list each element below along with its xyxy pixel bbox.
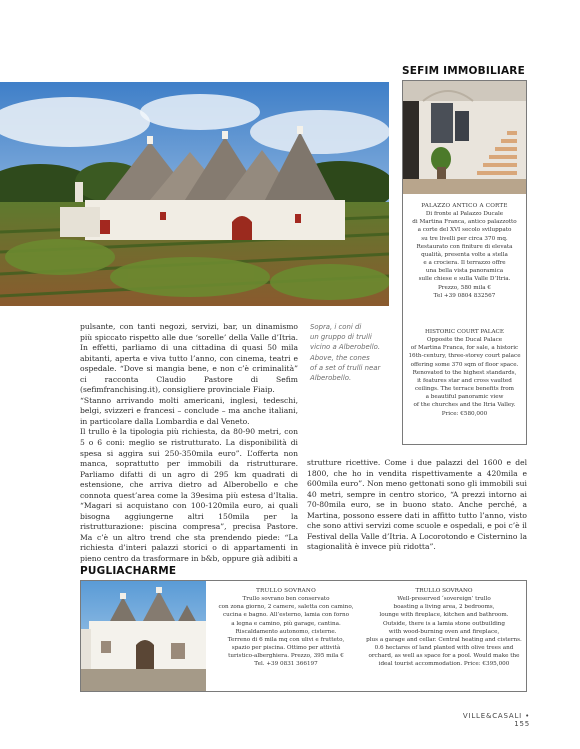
pugliacharme-line-it: Riscaldamento autonomo, cisterne. [235, 628, 337, 635]
sefim-line-it: e a crociera. Il terrazzo offre [423, 260, 506, 267]
trulli-landscape-photo [0, 82, 389, 306]
pugliacharme-line-en: Well-preserved ‘sovereign’ trullo [397, 596, 491, 603]
pugliacharme-line-it: a legna e camino, più garage, cantina. [231, 620, 341, 627]
pugliacharme-line-en: Outside, there is a lamia stone outbuilding [382, 620, 506, 627]
photo-caption [310, 322, 400, 383]
pugliacharme-heading-en: TRULLO SOVRANO [415, 588, 473, 594]
sefim-line-en: ceilings. The terrace benefits from [415, 386, 514, 393]
article-paragraph: “Stanno arrivando molti americani, inglesi, tedeschi, belgi, svizzeri e francesi – conclude – ma anche italiani, in particolare dalla Lombardia e dal Veneto. [80, 395, 298, 426]
article-paragraph-continuation: strutture ricettive. Come i due palazzi del 1600 e del 1800, che ho in vendita rispettivamente a 420mila e 600mila euro”. Non meno gettonati sono gli immobili sui 40 metri, sempre in centro storico, “A prezzi intorno ai 70-80mila euro, se in buono stato. Anche perché, a Martina, possono essere dati in affitto tutto l’anno, visto che sono attivi servizi come scuole e ospedali, e poi c’è il Festival della Valle d’Itria. A Locorotondo e Cisternino la stagionalità è invece più ridotta”. [307, 458, 527, 552]
caption-line: Sopra, i coni di [310, 323, 362, 331]
sefim-line-en: it features star and cross vaulted [417, 377, 512, 384]
article-column-right [307, 458, 527, 553]
sefim-line-it: sulle chiese e sulla Valle D’Itria. [418, 276, 511, 283]
pugliacharme-line-en: orchard, as well as space for a pool. Would make the [368, 653, 520, 660]
pugliacharme-line-it: con zona giorno, 2 camere, saletta con camino, [218, 604, 354, 611]
sefim-line-en: Opposite the Ducal Palace [426, 337, 503, 344]
pugliacharme-line-en: plus a garage and cellar. Central heating and cisterns. [366, 636, 522, 643]
sefim-line-en: Renovated to the highest standards, [412, 369, 517, 376]
trullo-sovrano-illustration [81, 581, 206, 691]
pugliacharme-description-en [365, 587, 523, 669]
pugliacharme-description-it [213, 587, 359, 669]
pugliacharme-line-en: with wood-burning oven and fireplace, [388, 628, 500, 635]
pugliacharme-listing-box [80, 580, 527, 692]
sefim-line-it: Restaurato con finiture di elevata [416, 243, 513, 250]
sefim-price-en: Price: €580,000 [441, 410, 488, 417]
caption-line: Alberobello. [310, 374, 352, 383]
sefim-line-it: qualità, presenta volte a stella [421, 251, 508, 258]
sefim-line-it: Di fronte al Palazzo Ducale [425, 211, 504, 218]
sefim-line-en: of the churches and the Itria Valley. [413, 402, 516, 409]
sefim-line-en: 16th-century, three-storey court palace [408, 353, 521, 360]
sefim-heading-it: PALAZZO ANTICO A CORTE [421, 203, 508, 209]
sefim-line-en: of Martina Franca, for sale, a historic [410, 345, 519, 352]
article-paragraph: pulsante, con tanti negozi, servizi, bar, un dinamismo più spiccato rispetto alle due ‘sorelle’ della Valle d’Itria. In effetti, parliamo di una cittadina di quasi 50 mila abitanti, aperta e viva tutto l’anno, con cinema, teatri e ospedale. “Dove si mangia bene, e non c’è criminalità” ci racconta Claudio Pastore di Sefim (sefimfranchising.it), consigliere provinciale Fiaip. [80, 322, 298, 395]
pugliacharme-price-en: ideal tourist accommodation. Price: €395,000 [378, 661, 510, 668]
article-column-left [80, 322, 298, 565]
sefim-heading-en: HISTORIC COURT PALACE [425, 329, 504, 335]
pugliacharme-line-en: boasting a living area, 2 bedrooms, [393, 604, 495, 611]
trulli-landscape-illustration [0, 82, 389, 306]
article-paragraph: Il trullo è la tipologia più richiesta, da 80-90 metri, con 5 o 6 coni: meglio se ristrutturato. La disponibilità di spesa si aggira sui 250-350mila euro”. L’offerta non manca, soprattutto per immobili da ristrutturare. Parliamo difatti di un agro di 295 km quadrati di estensione, che arriva dietro ad Alberobello e che connota quest’area come la 39esima più estesa d’Italia. “Magari si acquistano con 100-120mila euro, ai quali bisogna aggiungerne altri 150mila per la ristrutturazione: piscina compresa”, precisa Pastore. Ma c’è un altro trend che sta prendendo piede: “La richiesta d’interi palazzi storici o di appartamenti in pieno centro da trasformare in b&b, oppure già adibiti a [80, 427, 298, 564]
pugliacharme-line-it: spazio per piscina. Ottimo per attività [231, 645, 341, 652]
pugliacharme-price-it: turistico-alberghiera. Prezzo, 395 mila € [228, 653, 344, 660]
caption-line: of a set of trulli near [310, 363, 381, 372]
pugliacharme-line-en: 0.6 hectares of land planted with olive trees and [374, 645, 514, 652]
sefim-line-it: a corte del XVI secolo sviluppato [417, 227, 512, 234]
sefim-line-it: di Martina Franca, antico palazzotto [412, 219, 517, 226]
palazzo-interior-photo [403, 81, 526, 194]
pugliacharme-line-it: cucina e bagno. All’esterno, lamia con forno [222, 612, 350, 619]
pugliacharme-phone: Tel. +39 0831 366197 [254, 661, 318, 668]
palazzo-interior-illustration [403, 81, 526, 194]
trullo-sovrano-photo [81, 581, 206, 691]
page-folio: VILLE&CASALI • 155 [462, 712, 530, 728]
sefim-line-en: a beautiful panoramic view [425, 394, 504, 401]
caption-line: un gruppo di trulli [310, 333, 372, 342]
caption-line: vicino a Alberobello. [310, 343, 381, 352]
sefim-price-it: Prezzo, 580 mila € [437, 284, 492, 291]
pugliacharme-title: PUGLIACHARME [80, 565, 177, 577]
sefim-line-en: offering some 370 sqm of floor space. [410, 361, 519, 368]
caption-line: Above, the cones [310, 353, 370, 362]
pugliacharme-heading-it: TRULLO SOVRANO [256, 588, 316, 594]
pugliacharme-line-en: lounge with fireplace, kitchen and bathroom. [379, 612, 509, 619]
sefim-phone: Tel +39 0804 832567 [433, 292, 496, 299]
sefim-description-en [407, 328, 522, 418]
sefim-description-it [407, 202, 522, 300]
sefim-title: SEFIM IMMOBILIARE [402, 65, 525, 77]
sefim-listing-box [402, 80, 527, 445]
sefim-line-it: su tre livelli per circa 370 mq. [421, 235, 508, 242]
pugliacharme-line-it: Terreno di 6 mila mq con ulivi e frutteto, [227, 636, 345, 643]
pugliacharme-line-it: Trullo sovrano ben conservato [242, 596, 330, 603]
sefim-line-it: una bella vista panoramica [425, 268, 504, 275]
